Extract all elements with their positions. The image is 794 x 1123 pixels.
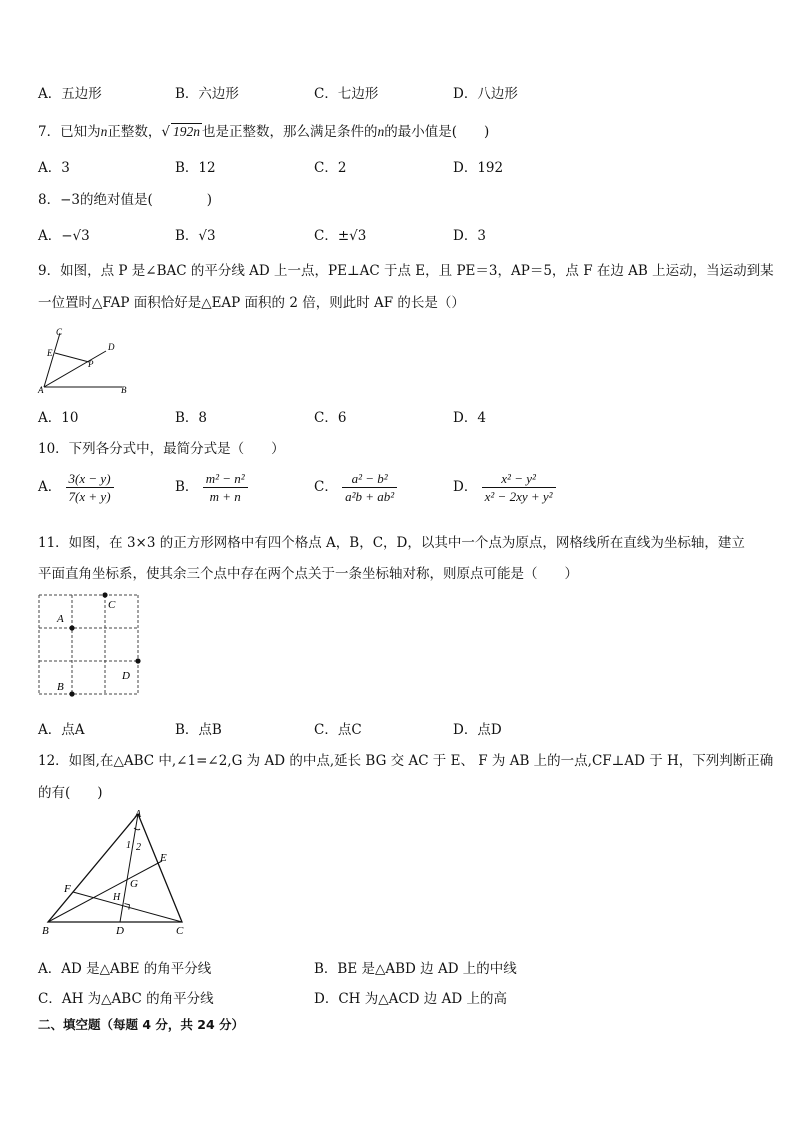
q9-label-e: E [47, 348, 53, 358]
question-7 [38, 120, 489, 140]
q7-part4: 的最小值是( ) [384, 124, 490, 140]
q11-option-b: B．点B [175, 722, 222, 738]
q10-b-denominator: m + n [209, 489, 241, 504]
q12-option-a: A．AD 是△ABE 的角平分线 [38, 961, 212, 977]
q7-radical-content: 192n [172, 124, 200, 139]
q10-option-d-fraction [482, 470, 556, 505]
q6-option-a: A．五边形 [38, 86, 102, 102]
q9-line-pe [55, 353, 89, 362]
q12-label-a: A [135, 809, 142, 820]
q10-c-denominator: a²b + ab² [345, 489, 395, 504]
q10-d-denominator: x² − 2xy + y² [484, 489, 553, 504]
question-8: 8．−3的绝对值是( ) [38, 192, 213, 208]
q7-part3: 也是正整数，那么满足条件的 [201, 124, 378, 140]
q6-option-b: B．六边形 [175, 86, 239, 102]
q9-label-c: C [56, 327, 63, 337]
q10-d-numerator: x² − y² [482, 470, 556, 488]
q12-option-b: B．BE 是△ABD 边 AD 上的中线 [314, 961, 517, 977]
q8-option-c-label: C． [314, 228, 338, 244]
q12-label-c: C [176, 925, 184, 937]
q11-point-c [102, 592, 107, 597]
q10-option-c [314, 470, 397, 505]
q9-label-p: P [88, 359, 94, 369]
q10-option-d-label: D． [453, 479, 478, 495]
q9-option-a: A．10 [38, 410, 79, 426]
q10-option-b-label: B． [175, 479, 199, 495]
q11-label-c: C [108, 599, 116, 611]
question-10: 10．下列各分式中，最简分式是（ ） [38, 441, 285, 457]
q12-label-d: D [116, 925, 124, 937]
q7-option-b: B．12 [175, 160, 216, 176]
q11-grid-figure [36, 592, 144, 700]
q11-label-d: D [122, 670, 130, 682]
q10-option-b-fraction [203, 470, 248, 505]
q10-a-denominator: 7(x + y) [68, 489, 111, 504]
q11-point-b [69, 691, 74, 696]
q11-point-d [135, 658, 140, 663]
q9-label-b: B [121, 385, 127, 395]
question-11-line2: 平面直角坐标系，使其余三个点中存在两个点关于一条坐标轴对称，则原点可能是（ ） [38, 566, 578, 582]
q8-option-c-value: ±√3 [337, 228, 367, 244]
q11-label-a: A [57, 613, 64, 625]
section-2-title: 二、填空题（每题 4 分，共 24 分） [38, 1017, 245, 1032]
q8-option-a-label: A． [38, 228, 62, 244]
q12-label-h: H [113, 892, 121, 903]
q8-option-d: D．3 [453, 228, 486, 244]
q7-part1: 7．已知为 [38, 124, 101, 140]
q10-option-c-label: C． [314, 479, 338, 495]
q12-label-e: E [160, 852, 167, 864]
q11-option-c: C．点C [314, 722, 362, 738]
q10-option-c-fraction [342, 470, 397, 505]
q12-triangle-figure [38, 806, 198, 938]
q12-triangle-abc [48, 814, 182, 922]
q12-angle-arc [134, 828, 140, 830]
q11-option-d: D．点D [453, 722, 502, 738]
q12-label-b: B [42, 925, 49, 937]
q10-c-numerator: a² − b² [342, 470, 397, 488]
q7-var-n1: n [100, 124, 108, 139]
q10-a-numerator: 3(x − y) [66, 470, 114, 488]
question-9-line2: 一位置时△FAP 面积恰好是△EAP 面积的 2 倍，则此时 AF 的长是（） [38, 295, 465, 311]
q8-option-b [175, 224, 216, 244]
q9-option-d: D．4 [453, 410, 486, 426]
q8-option-b-value: √3 [198, 228, 216, 244]
q12-line-cf [73, 892, 182, 922]
q7-radical-sign: √ [161, 124, 170, 140]
q10-option-a-label: A． [38, 479, 62, 495]
q8-option-a [38, 224, 90, 244]
q9-label-a: A [38, 385, 44, 395]
q12-label-f: F [64, 883, 71, 895]
q7-part2: 正整数， [107, 124, 162, 140]
q7-var-n2: n [377, 124, 385, 139]
q6-option-c: C．七边形 [314, 86, 379, 102]
q12-option-c: C．AH 为△ABC 的角平分线 [38, 991, 214, 1007]
q6-option-d: D．八边形 [453, 86, 518, 102]
q9-figure [36, 325, 136, 397]
q8-option-a-value: −√3 [61, 228, 90, 244]
question-12-line2: 的有( ) [38, 785, 103, 801]
q9-option-b: B．8 [175, 410, 208, 426]
q12-label-g: G [130, 878, 138, 890]
q10-option-b [175, 470, 248, 505]
q7-option-c: C．2 [314, 160, 347, 176]
q10-option-a [38, 470, 114, 505]
q11-label-b: B [57, 681, 64, 693]
question-9-line1: 9．如图，点 P 是∠BAC 的平分线 AD 上一点，PE⊥AC 于点 E，且 PE＝3，AP＝5，点 F 在边 AB 上运动，当运动到某 [38, 263, 774, 279]
q8-option-b-label: B． [175, 228, 199, 244]
q12-label-1: 1 [126, 840, 131, 851]
q7-option-a: A．3 [38, 160, 70, 176]
q9-label-d: D [108, 342, 115, 352]
q12-label-2: 2 [136, 842, 141, 853]
q8-option-c [314, 224, 366, 244]
q11-point-a [69, 625, 74, 630]
q10-b-numerator: m² − n² [203, 470, 248, 488]
q10-option-d [453, 470, 556, 505]
question-11-line1: 11．如图，在 3×3 的正方形网格中有四个格点 A，B，C，D，以其中一个点为原点，网格线所在直线为坐标轴，建立 [38, 535, 745, 551]
q10-option-a-fraction [66, 470, 114, 505]
question-12-line1: 12．如图,在△ABC 中,∠1=∠2,G 为 AD 的中点,延长 BG 交 AC 于 E、 F 为 AB 上的一点,CF⊥AD 于 H，下列判断正确 [38, 753, 774, 769]
q12-option-d: D．CH 为△ACD 边 AD 上的高 [314, 991, 507, 1007]
q9-option-c: C．6 [314, 410, 347, 426]
q7-option-d: D．192 [453, 160, 504, 176]
q11-option-a: A．点A [38, 722, 85, 738]
